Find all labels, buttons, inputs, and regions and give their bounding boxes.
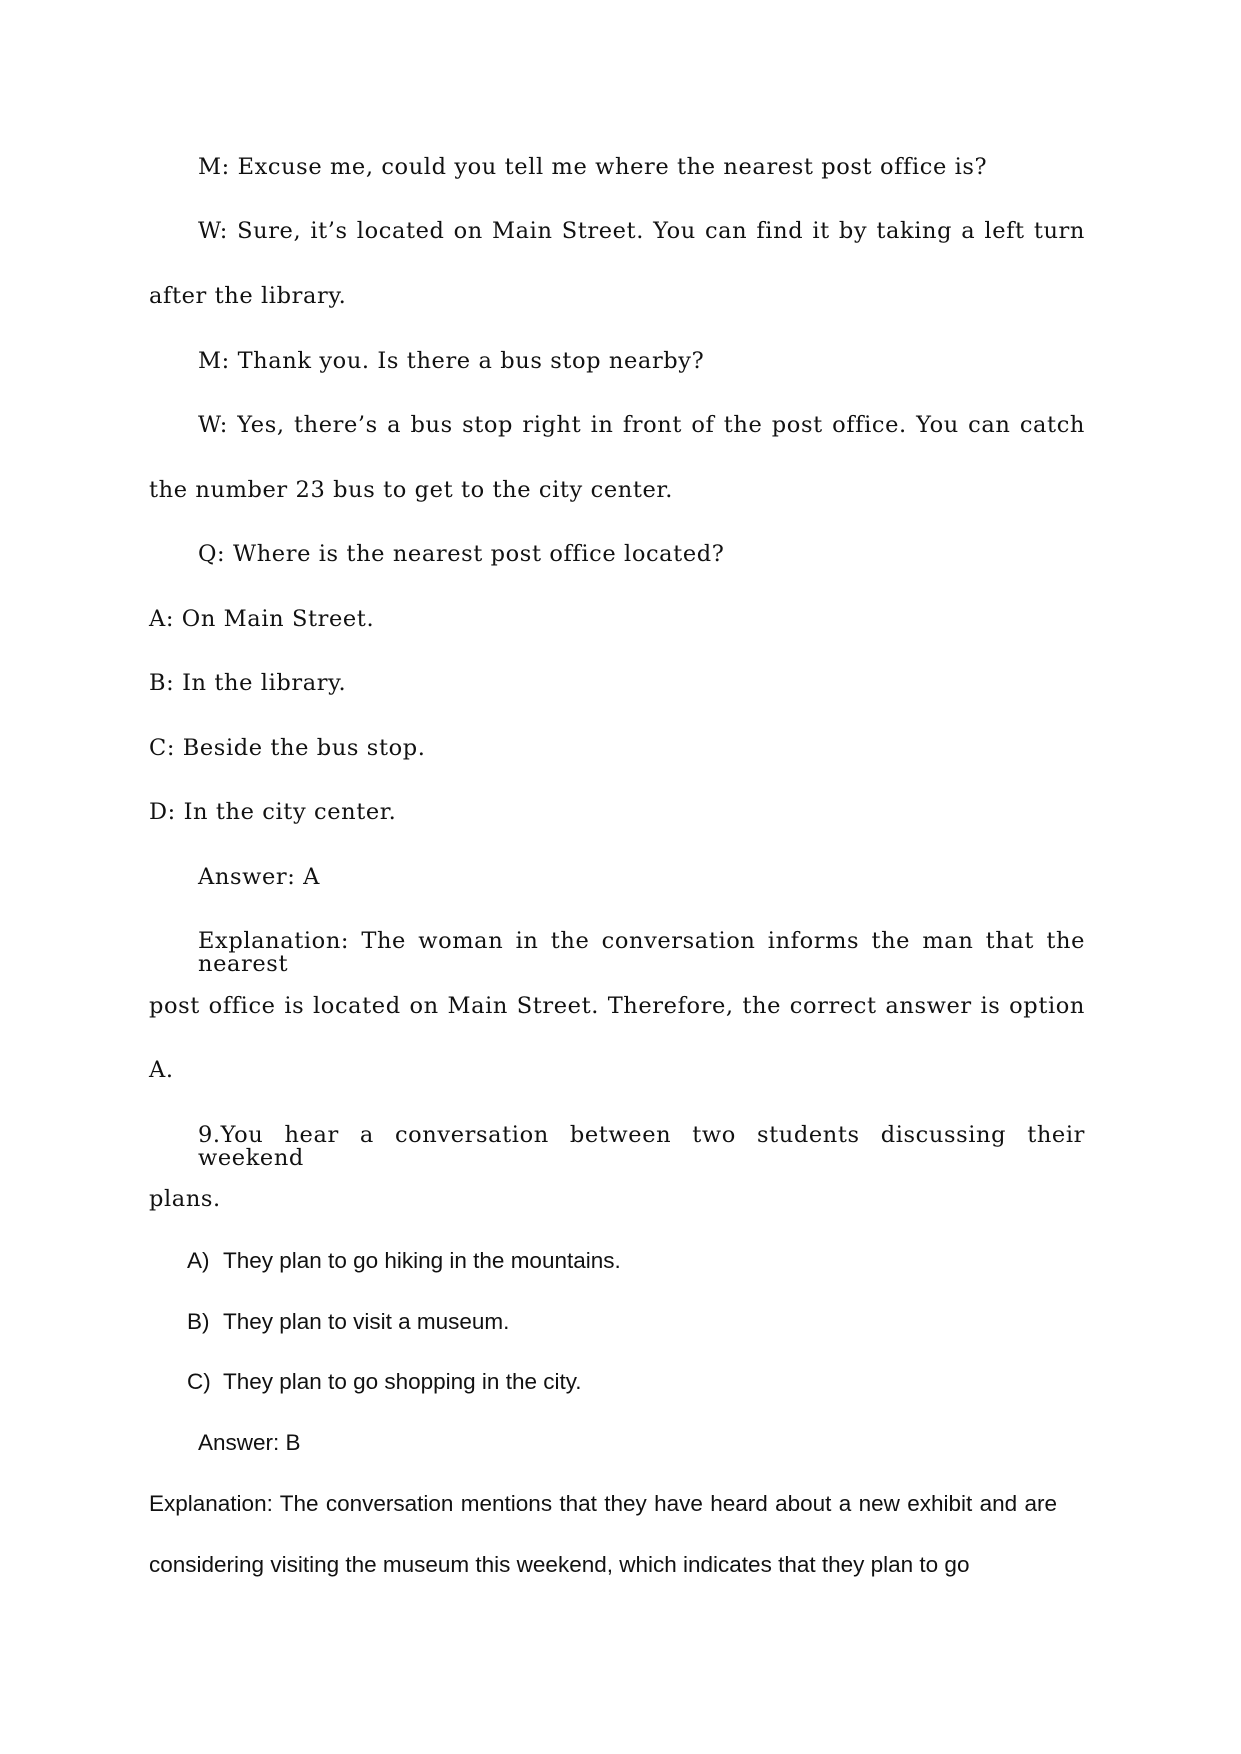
dialogue-line-4: M: Thank you. Is there a bus stop nearby? xyxy=(198,348,705,374)
option-d: D: In the city center. xyxy=(149,799,397,825)
question9-prompt-line-2: plans. xyxy=(149,1186,221,1212)
question-text: Q: Where is the nearest post office located? xyxy=(198,541,725,567)
dialogue-line-3: after the library. xyxy=(149,283,347,309)
question9-answer-label: Answer: B xyxy=(198,1430,301,1455)
option-text: They plan to go hiking in the mountains. xyxy=(223,1248,621,1273)
option-a: A: On Main Street. xyxy=(149,606,375,632)
option-text: They plan to go shopping in the city. xyxy=(223,1369,582,1394)
option-b: B: In the library. xyxy=(149,670,347,696)
option-letter: C) xyxy=(187,1369,211,1394)
question9-explanation-line-2: considering visiting the museum this weekend, which indicates that they plan to go xyxy=(149,1552,970,1577)
dialogue-line-2: W: Sure, it’s located on Main Street. You can find it by taking a left turn xyxy=(198,218,1085,244)
option-letter: A) xyxy=(187,1248,210,1273)
option-c: C: Beside the bus stop. xyxy=(149,735,426,761)
explanation-line-3: A. xyxy=(149,1057,174,1083)
dialogue-line-5: W: Yes, there’s a bus stop right in front of the post office. You can catch xyxy=(198,412,1085,438)
answer-label: Answer: A xyxy=(198,864,320,890)
question9-prompt-line-1: 9.You hear a conversation between two students discussing their weekend xyxy=(198,1122,1085,1171)
option-letter: B) xyxy=(187,1309,210,1334)
option-text: They plan to visit a museum. xyxy=(223,1309,510,1334)
explanation-line-1: Explanation: The woman in the conversation informs the man that the nearest xyxy=(198,928,1085,977)
dialogue-line-6: the number 23 bus to get to the city center. xyxy=(149,477,674,503)
question9-explanation-line-1: Explanation: The conversation mentions that they have heard about a new exhibit and are xyxy=(149,1491,1057,1516)
explanation-line-2: post office is located on Main Street. Therefore, the correct answer is option xyxy=(149,993,1085,1019)
dialogue-line-1: M: Excuse me, could you tell me where the nearest post office is? xyxy=(198,154,988,180)
